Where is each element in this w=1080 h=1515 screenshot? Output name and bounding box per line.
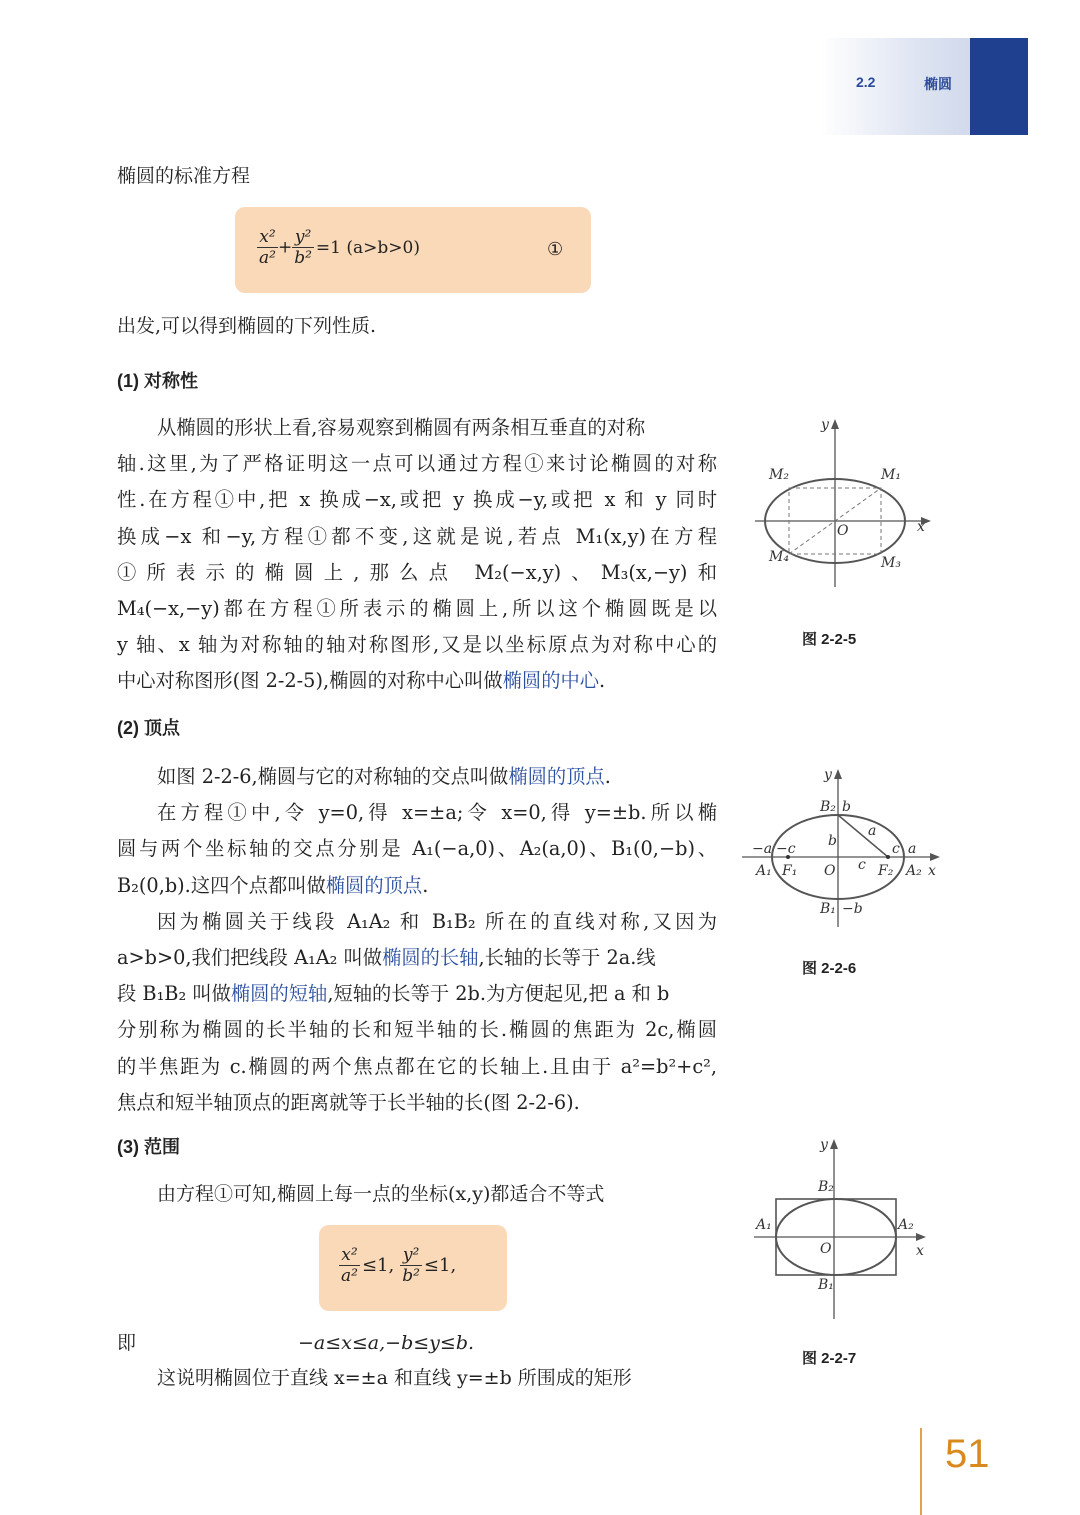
range-last-line: 这说明椭圆位于直线 x=±a 和直线 y=±b 所围成的矩形 <box>157 1367 632 1389</box>
svg-text:b: b <box>842 799 851 815</box>
intro-line: 椭圆的标准方程 <box>117 165 251 187</box>
svg-text:M₄: M₄ <box>769 549 789 565</box>
svg-text:x: x <box>916 1243 924 1259</box>
svg-text:a: a <box>908 841 917 857</box>
frac-x: $\frac{\text{x²}}{\text{a²}}$ <box>259 227 276 268</box>
heading-symmetry: (1) 对称性 <box>117 371 198 391</box>
svg-text:A₂: A₂ <box>898 1217 914 1233</box>
svg-text:−c: −c <box>776 841 796 857</box>
svg-text:O: O <box>820 1241 832 1257</box>
intro-line-2: 出发,可以得到椭圆的下列性质. <box>117 315 377 337</box>
term-center: 椭圆的中心 <box>502 669 600 693</box>
svg-text:O: O <box>824 863 836 879</box>
figure-2-2-6 <box>742 765 947 935</box>
figure-2-2-7 <box>750 1135 940 1325</box>
range-line-1: 由方程①可知,椭圆上每一点的坐标(x,y)都适合不等式 <box>157 1183 605 1205</box>
svg-text:A₁: A₁ <box>756 863 772 879</box>
svg-text:a: a <box>868 823 877 839</box>
svg-text:A₁: A₁ <box>756 1217 772 1233</box>
heading-vertex: (2) 顶点 <box>117 718 180 738</box>
svg-text:B₂: B₂ <box>818 1179 834 1195</box>
vertex-paragraph: 如图 2-2-6,椭圆与它的对称轴的交点叫做椭圆的顶点. 在方程①中,令 y=0,得 x=±a;令 x=0,得 y=±b.所以椭 圆与两个坐标轴的交点分别是 A₁(−a,0)、A₂(a,0)、B₁(0,−b)、 B₂(0,b).这四个点都叫做椭圆的顶点. 因为椭圆关于线段 A₁A₂ 和 B₁B₂ 所在的直线对称,又因为 a>b>0,我们把线段 A₁A₂ 叫做椭圆的长轴,长轴的长等于 2a.线 段 B₁B₂ 叫做椭圆的短轴,短轴的长等于 2b.为方便起见,把 a 和 b 分别称为椭圆的长半轴的长和短半轴的长.椭圆的焦距为 2c,椭圆 的半焦距为 c.椭圆的两个焦点都在它的长轴上.且由于 a²=b²+c², 焦点和短半轴顶点的距离就等于长半轴的长(图 2-2-6). <box>117 765 717 1114</box>
page-number-bar <box>920 1428 922 1515</box>
svg-text:x: x <box>917 519 925 535</box>
svg-text:M₂: M₂ <box>769 467 789 483</box>
section-title: 椭圆 <box>924 76 952 92</box>
svg-text:M₁: M₁ <box>881 467 901 483</box>
caption-2-2-6: 图 2-2-6 <box>802 960 857 977</box>
svg-text:y: y <box>824 767 832 783</box>
symmetry-paragraph: 从椭圆的形状上看,容易观察到椭圆有两条相互垂直的对称 轴.这里,为了严格证明这一点可以通过方程①来讨论椭圆的对称 性.在方程①中,把 x 换成−x,或把 y 换成−y,或把 x 和 y 同时 换成−x 和−y,方程①都不变,这就是说,若点 M₁(x,y)在方程 ①所表示的椭圆上,那么点 M₂(−x,y)、M₃(x,−y)和 M₄(−x,−y)都在方程①所表示的椭圆上,所以这个椭圆既是以 y 轴、x 轴为对称轴的轴对称图形,又是以坐标原点为对称中心的 中心对称图形(图 2-2-5),椭圆的对称中心叫做椭圆的中心. <box>117 416 717 693</box>
frac-y: $\frac{\text{y²}}{\text{b²}}$ <box>294 227 312 268</box>
svg-text:y: y <box>820 1137 828 1153</box>
page-number: 51 <box>945 1432 990 1476</box>
caption-2-2-7: 图 2-2-7 <box>802 1350 857 1367</box>
frac-y2: $\frac{\text{y²}}{\text{b²}}$ <box>402 1245 420 1286</box>
standard-equation: $\frac{\text{x²}}{\text{a²}}$ + $\frac{\text{y²}}{\text{b²}}$ =1 (a>b>0) <box>259 227 420 268</box>
svg-text:O: O <box>837 523 849 539</box>
term-major-axis: 椭圆的长轴 <box>382 946 479 970</box>
caption-2-2-5: 图 2-2-5 <box>802 631 857 648</box>
figure-2-2-5 <box>755 415 945 595</box>
ji-label: 即 <box>117 1332 137 1354</box>
range-bounds: −a≤x≤a,−b≤y≤b. <box>298 1332 475 1354</box>
svg-text:−a: −a <box>752 841 773 857</box>
svg-text:B₂: B₂ <box>820 799 836 815</box>
svg-text:y: y <box>821 417 829 433</box>
svg-text:−b: −b <box>842 901 863 917</box>
svg-text:x: x <box>928 863 936 879</box>
equation-marker: ① <box>547 239 564 260</box>
svg-text:b: b <box>828 833 837 849</box>
term-vertex: 椭圆的顶点 <box>508 765 605 788</box>
range-inequality: $\frac{\text{x²}}{\text{a²}}$ ≤1, $\frac{\text{y²}}{\text{b²}}$ ≤1, <box>341 1245 457 1286</box>
term-minor-axis: 椭圆的短轴 <box>230 982 328 1006</box>
svg-text:B₁: B₁ <box>820 901 836 917</box>
header-accent <box>970 38 1028 135</box>
svg-text:M₃: M₃ <box>881 555 901 571</box>
svg-text:c: c <box>858 857 866 873</box>
section-number: 2.2 <box>856 74 876 90</box>
svg-text:F₂: F₂ <box>878 863 894 879</box>
formula-box-2 <box>319 1225 507 1311</box>
svg-text:c: c <box>892 841 900 857</box>
heading-range: (3) 范围 <box>117 1137 180 1157</box>
svg-text:F₁: F₁ <box>782 863 798 879</box>
frac-x2: $\frac{\text{x²}}{\text{a²}}$ <box>341 1245 358 1286</box>
svg-text:A₂: A₂ <box>906 863 922 879</box>
svg-text:B₁: B₁ <box>818 1277 834 1293</box>
term-vertex-2: 椭圆的顶点 <box>325 873 423 897</box>
formula-box-1 <box>235 207 591 293</box>
